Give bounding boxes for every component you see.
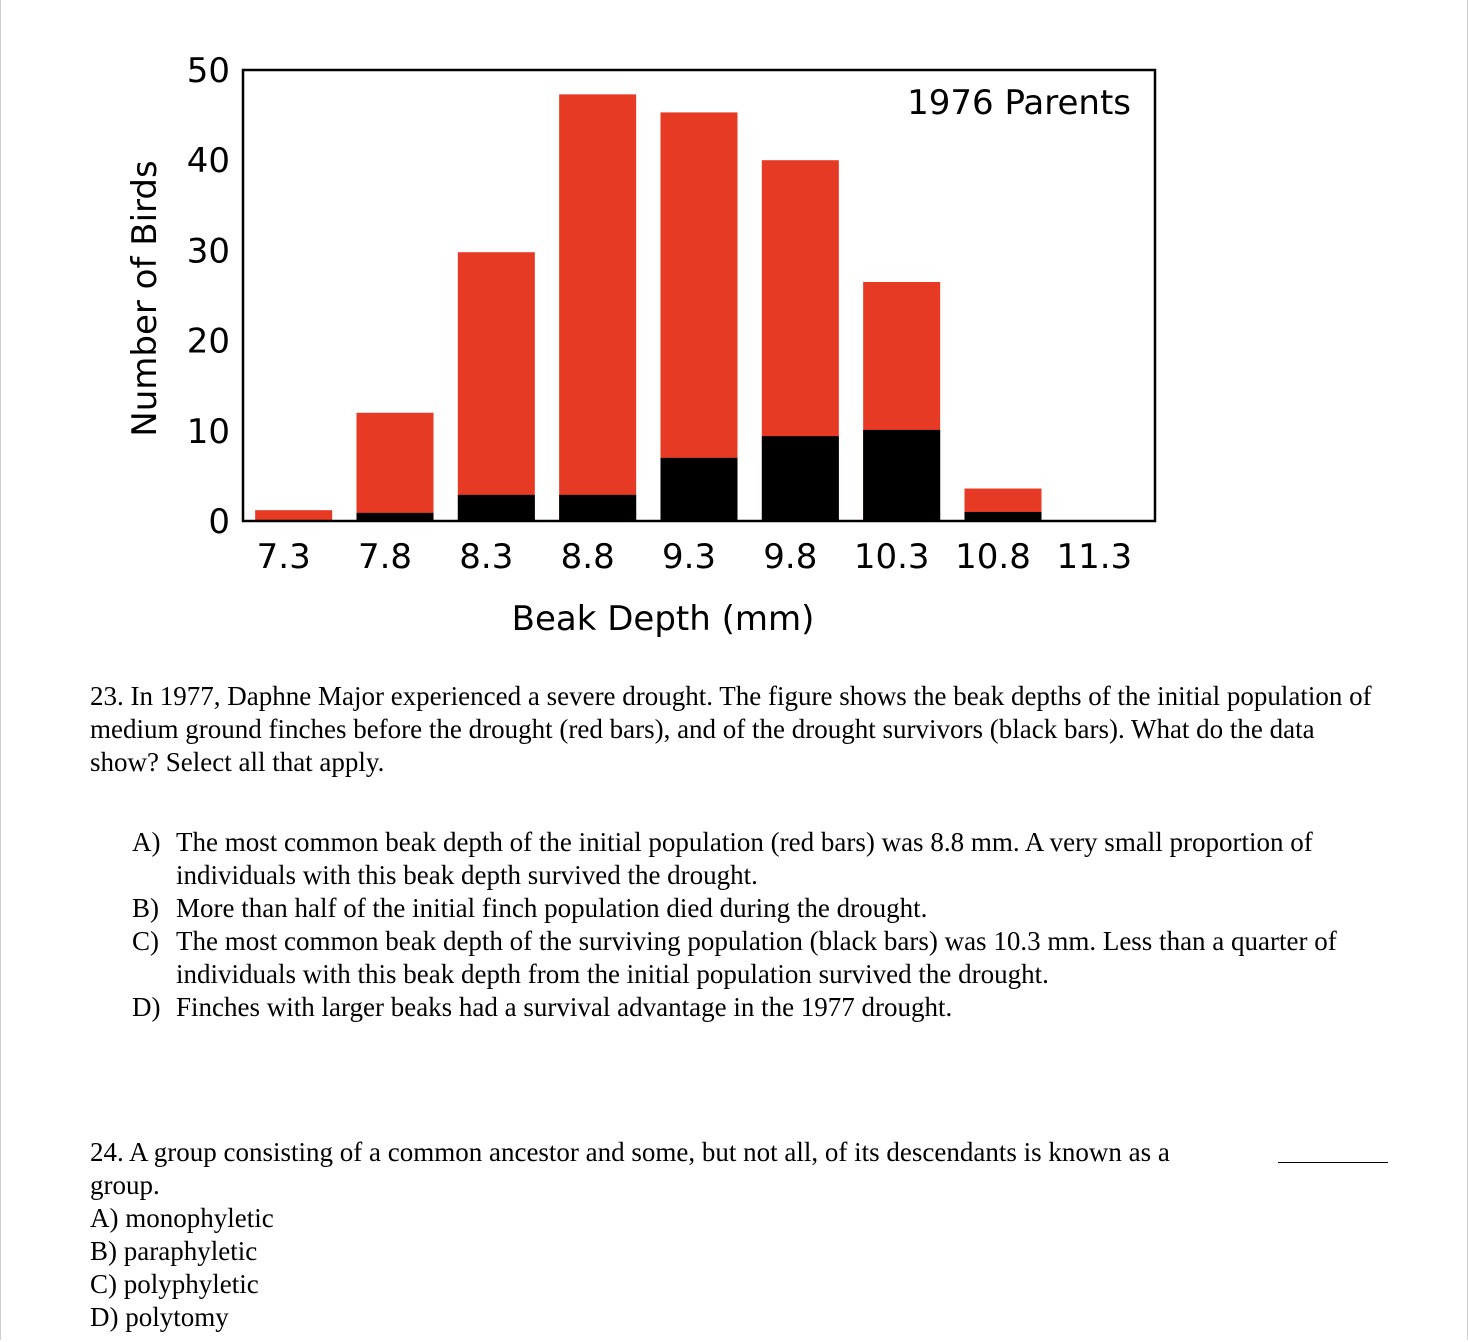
y-tick-label: 0 (208, 502, 230, 542)
option-text: More than half of the initial finch population died during the drought. (176, 893, 928, 923)
beak-depth-chart (0, 0, 1468, 660)
question-24-option-a[interactable]: A) monophyletic (90, 1203, 274, 1233)
question-24-option-c[interactable]: C) polyphyletic (90, 1269, 259, 1299)
y-axis-label: Number of Birds (125, 160, 165, 437)
x-tick-label: 10.8 (955, 537, 1031, 577)
x-axis-ticks (257, 537, 1133, 577)
question-23-option-a[interactable] (132, 826, 1388, 892)
bar-survivors-9.3 (660, 458, 737, 521)
y-tick-label: 40 (186, 141, 230, 182)
option-text: Finches with larger beaks had a survival advantage in the 1977 drought. (176, 992, 953, 1022)
option-text: The most common beak depth of the initial population (red bars) was 8.8 mm. A very small proportion of individuals with this beak depth survived the drought. (176, 827, 1313, 890)
x-tick-label: 7.8 (357, 537, 413, 577)
question-24-options (90, 1202, 1388, 1334)
chart-annotation: 1976 Parents (907, 83, 1131, 123)
answer-blank[interactable] (1278, 1136, 1388, 1163)
option-letter: D) (132, 992, 161, 1022)
x-tick-label: 9.3 (661, 537, 717, 577)
question-23-stem: 23. In 1977, Daphne Major experienced a severe drought. The figure shows the beak depths of the initial population of medium ground finches before the drought (red bars), and of the drought survivors (black bars). What do the data show? Select all that apply. (90, 681, 1372, 777)
question-23-option-d[interactable] (132, 991, 1388, 1024)
x-tick-label: 8.8 (560, 537, 615, 577)
question-24-stem-end: group. (90, 1170, 160, 1200)
bar-survivors-10.3 (863, 430, 940, 521)
question-23-option-b[interactable] (132, 892, 1388, 925)
chart-bars (255, 94, 1041, 521)
y-tick-label: 20 (186, 321, 230, 362)
y-axis-ticks (187, 51, 230, 542)
question-24 (90, 1136, 1388, 1334)
x-tick-label: 8.3 (459, 537, 514, 577)
option-letter: C) (132, 926, 159, 956)
bar-survivors-10.8 (964, 512, 1041, 521)
y-tick-label: 10 (186, 411, 230, 452)
question-23 (90, 680, 1388, 1024)
bar-initial-7.8 (356, 413, 433, 521)
bar-survivors-9.8 (762, 436, 839, 521)
question-24-option-b[interactable]: B) paraphyletic (90, 1236, 258, 1266)
x-axis-label: Beak Depth (mm) (511, 599, 815, 639)
bar-survivors-8.3 (458, 495, 535, 521)
option-letter: B) (132, 893, 159, 923)
bar-survivors-8.8 (559, 495, 636, 521)
x-tick-label: 11.3 (1056, 537, 1133, 577)
bar-initial-7.3 (255, 510, 332, 521)
bar-initial-8.8 (559, 94, 636, 521)
option-letter: A) (132, 827, 161, 857)
y-tick-label: 30 (186, 231, 230, 272)
y-tick-label: 50 (186, 51, 230, 91)
question-24-option-d[interactable]: D) polytomy (90, 1302, 229, 1332)
x-tick-label: 9.8 (763, 537, 818, 577)
option-text: The most common beak depth of the surviving population (black bars) was 10.3 mm. Less than a quarter of individuals with this beak depth from the initial population survived the drought. (176, 926, 1337, 989)
question-23-options (132, 826, 1388, 1024)
bar-initial-8.3 (458, 252, 535, 521)
x-tick-label: 10.3 (853, 537, 930, 577)
x-tick-label: 7.3 (256, 537, 311, 577)
question-23-option-c[interactable] (132, 925, 1388, 991)
question-24-stem-line (90, 1136, 1388, 1169)
question-24-stem: 24. A group consisting of a common ancestor and some, but not all, of its descendants is known as a (90, 1137, 1170, 1167)
